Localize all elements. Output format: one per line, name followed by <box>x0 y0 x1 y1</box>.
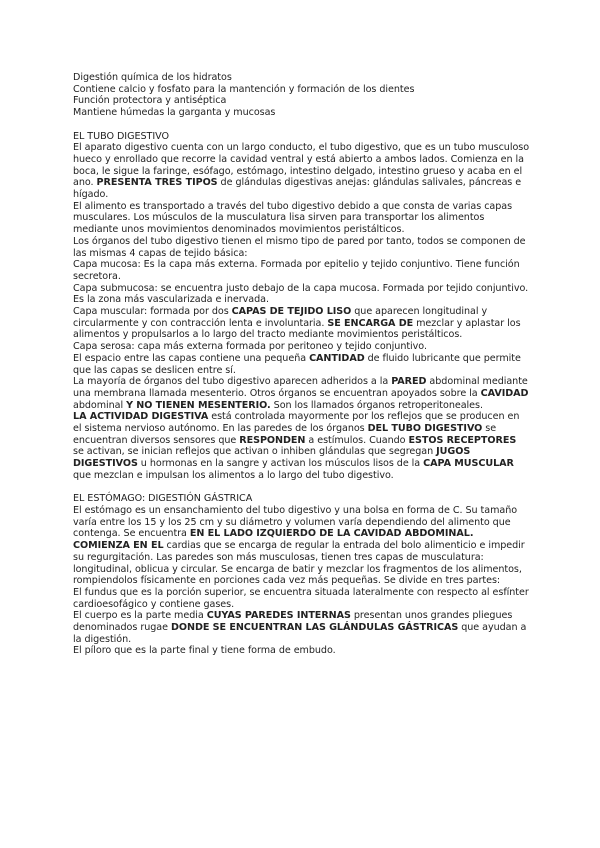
emphasis-text: DONDE SE ENCUENTRAN LAS GLÁNDULAS GÁSTRICAS <box>170 622 459 634</box>
text-run: Los órganos del tubo digestivo tienen el mismo tipo de pared por tanto, todos se componen de las mismas 4 capas de tejido básica: <box>73 235 526 259</box>
paragraph <box>73 610 530 645</box>
emphasis-text: PARED <box>391 376 427 388</box>
paragraph <box>73 201 530 236</box>
text-run: se activan, se inician reflejos que activan o inhiben glándulas que segregan <box>73 446 437 458</box>
text-run: mezclar y aplastar los alimentos y propulsarlos a lo largo del tracto mediante movimientos peristálticos. <box>73 317 521 341</box>
text-run: cardias que se encarga de regular la entrada del bolo alimenticio e impedir su regurgitación. Las paredes son más musculosas, tienen tres capas de musculatura: longitudinal, oblicua y circular. Se encarga de batir y mezclar los fragmentos de los alimentos, rompiendolos físicamente en porciones cada vez más pequeñas. Se divide en tres partes: <box>73 540 525 587</box>
section-estomago <box>73 493 530 657</box>
text-run: El píloro que es la parte final y tiene forma de embudo. <box>73 645 336 657</box>
emphasis-text: SE ENCARGA DE <box>327 317 414 329</box>
text-run: está controlada mayormente por los reflejos que se producen en el sistema nervioso autónomo. En las paredes de los órganos <box>73 411 520 435</box>
text-run: Capa submucosa: se encuentra justo debajo de la capa mucosa. Formada por tejido conjuntivo. Es la zona más vascularizada e inervada. <box>73 282 529 306</box>
text-run: El fundus que es la porción superior, se encuentra situada lateralmente con respecto al esfínter cardioesofágico y contiene gases. <box>73 586 529 610</box>
emphasis-text: PRESENTA TRES TIPOS <box>96 177 218 189</box>
paragraph <box>73 283 530 306</box>
paragraph <box>73 259 530 282</box>
text-run: Capa mucosa: Es la capa más externa. Formada por epitelio y tejido conjuntivo. Tiene función secretora. <box>73 259 520 282</box>
text-run: La mayoría de órganos del tubo digestivo aparecen adheridos a la <box>73 376 392 388</box>
paragraph <box>73 142 530 201</box>
text-run: se encuentran diversos sensores que <box>73 423 497 446</box>
text-run: u hormonas en la sangre y activan los músculos lisos de la <box>137 458 424 470</box>
text-run: abdominal <box>73 399 127 411</box>
text-run: El aparato digestivo cuenta con un largo conducto, el tubo digestivo, que es un tubo musculoso hueco y enrollado que recorre la cavidad ventral y está abierto a ambos lados. Comienza en la boca, le sigue la faringe, esófago, estómago, intestino delgado, intestino grueso y acaba en el ano. <box>73 142 530 189</box>
text-run: Capa muscular: formada por dos <box>73 306 232 318</box>
text-run: que ayudan a la digestión. <box>73 622 527 645</box>
paragraph <box>73 306 530 341</box>
text-run: que mezclan e impulsan los alimentos a lo largo del tubo digestivo. <box>73 469 394 481</box>
section-tubo-digestivo <box>73 131 530 482</box>
text-run: El estómago es un ensanchamiento del tubo digestivo y una bolsa en forma de C. Su tamaño varía entre los 15 y los 25 cm y su diámetro y volumen varía dependiendo del alimento que contenga. Se encuentra <box>73 504 518 540</box>
intro-line: Digestión química de los hidratos <box>73 72 232 83</box>
paragraph <box>73 645 530 657</box>
emphasis-text: CAPAS DE TEJIDO LISO <box>231 306 352 318</box>
text-run: presentan unos grandes pliegues denominados rugae <box>73 610 513 634</box>
emphasis-text: DEL TUBO DIGESTIVO <box>367 423 483 435</box>
emphasis-text: CAVIDAD <box>480 387 529 399</box>
emphasis-text: ESTOS RECEPTORES <box>408 434 517 446</box>
text-run: El cuerpo es la parte media <box>73 610 207 622</box>
text-run: a estímulos. Cuando <box>305 434 409 446</box>
emphasis-text: EN EL LADO IZQUIERDO DE LA CAVIDAD ABDOMINAL. COMIENZA EN EL <box>73 528 474 552</box>
emphasis-text: JUGOS DIGESTIVOS <box>73 446 471 470</box>
text-run: que aparecen longitudinal y circularmente y con contracción lenta e involuntaria. <box>73 306 488 329</box>
paragraph <box>73 587 530 610</box>
paragraph <box>73 236 530 259</box>
intro-list <box>73 72 530 119</box>
emphasis-text: RESPONDEN <box>239 434 306 446</box>
intro-line: Contiene calcio y fosfato para la mantención y formación de los dientes <box>73 83 415 95</box>
text-run: El alimento es transportado a través del tubo digestivo debido a que consta de varias capas musculares. Los músculos de la musculatura lisa sirven para transportar los alimentos mediante unos movimientos denominados movimientos peristálticos. <box>73 200 513 236</box>
paragraph <box>73 505 530 587</box>
text-run: Capa serosa: capa más externa formada por peritoneo y tejido conjuntivo. <box>73 341 427 353</box>
emphasis-text: CAPA MUSCULAR <box>423 458 514 470</box>
text-run: El espacio entre las capas contiene una pequeña <box>73 352 310 364</box>
emphasis-text: Y NO TIENEN MESENTERIO. <box>126 399 271 411</box>
text-run: abdominal mediante una membrana llamada mesenterio. Otros órganos se encuentran apoyados sobre la <box>73 376 528 399</box>
emphasis-text: CUYAS PAREDES INTERNAS <box>206 610 351 622</box>
text-run: Son los llamados órganos retroperitoneales. <box>270 399 483 411</box>
intro-line: Función protectora y antiséptica <box>73 95 227 107</box>
paragraph <box>73 341 530 353</box>
section-body <box>73 505 530 657</box>
section-heading: EL TUBO DIGESTIVO <box>73 130 169 142</box>
paragraph <box>73 411 530 481</box>
emphasis-text: LA ACTIVIDAD DIGESTIVA <box>73 411 209 423</box>
emphasis-text: CANTIDAD <box>309 352 365 364</box>
paragraph <box>73 376 530 411</box>
paragraph <box>73 353 530 376</box>
section-body <box>73 142 530 481</box>
intro-line: Mantiene húmedas la garganta y mucosas <box>73 107 276 119</box>
section-heading: EL ESTÓMAGO: DIGESTIÓN GÁSTRICA <box>73 493 253 505</box>
text-run: de fluido lubricante que permite que las capas se deslicen entre sí. <box>73 352 521 376</box>
text-run: de glándulas digestivas anejas: glándulas salivales, páncreas e hígado. <box>73 177 522 201</box>
